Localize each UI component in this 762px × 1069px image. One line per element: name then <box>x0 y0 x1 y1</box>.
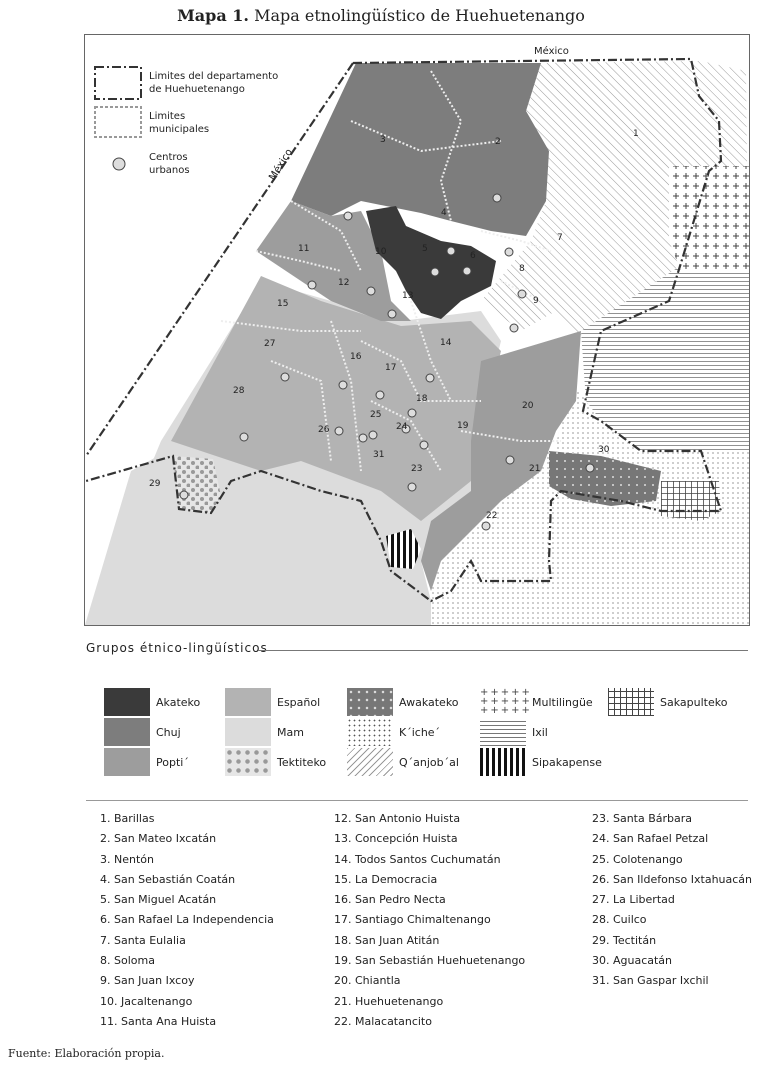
ixil-swatch <box>480 718 526 746</box>
municipality-item: 29. Tectitán <box>592 933 657 947</box>
muni-limit-swatch <box>95 107 141 137</box>
municipality-item: 12. San Antonio Huista <box>334 812 461 825</box>
municipality-number-12: 12 <box>338 278 350 288</box>
source-note: Fuente: Elaboración propia. <box>8 1047 165 1060</box>
dept-limit-swatch <box>95 67 141 99</box>
municipality-item: 11. Santa Ana Huista <box>100 1014 217 1028</box>
municipality-number-29: 29 <box>149 479 161 489</box>
municipality-number-4: 4 <box>441 208 447 218</box>
municipality-number-9: 9 <box>533 296 539 306</box>
municipality-number-13: 13 <box>402 291 414 301</box>
map-frame <box>84 34 750 626</box>
municipality-item: 22. Malacatancito <box>334 1014 432 1028</box>
municipality-number-30: 30 <box>598 445 610 455</box>
muni-limit-label-2: municipales <box>149 124 210 135</box>
akateko-label: Akateko <box>156 696 201 709</box>
municipality-item: 14. Todos Santos Cuchumatán <box>334 852 501 866</box>
municipality-number-6: 6 <box>470 251 476 261</box>
urban-label-2: urbanos <box>149 165 190 176</box>
municipality-number-23: 23 <box>411 464 423 474</box>
urban-label-1: Centros <box>149 152 188 163</box>
sipakapense-swatch <box>480 748 526 776</box>
municipality-item: 8. Soloma <box>100 954 155 968</box>
country-label-top: México <box>534 46 569 57</box>
municipality-number-16: 16 <box>350 352 362 362</box>
awakateko-label: Awakateko <box>399 696 459 709</box>
municipality-item: 9. San Juan Ixcoy <box>100 974 195 988</box>
municipality-number-17: 17 <box>385 363 397 373</box>
municipality-number-25: 25 <box>370 410 382 420</box>
muni-limit-label-1: Limites <box>149 111 186 122</box>
map-title <box>0 6 762 25</box>
tektiteko-swatch <box>225 748 271 776</box>
chuj-label: Chuj <box>156 726 181 739</box>
municipality-item: 21. Huehuetenango <box>334 994 444 1008</box>
municipality-number-28: 28 <box>233 386 245 396</box>
municipality-item: 28. Cuilco <box>592 913 647 927</box>
multilingue-label: Multilingüe <box>532 696 593 709</box>
municipality-item: 13. Concepción Huista <box>334 832 458 846</box>
urban-center-swatch <box>113 158 125 170</box>
municipality-number-10: 10 <box>375 247 387 257</box>
sakapulteko-label: Sakapulteko <box>660 696 728 709</box>
sakapulteko-swatch <box>608 688 654 716</box>
municipality-item: 4. San Sebastián Coatán <box>100 872 236 886</box>
municipality-item: 7. Santa Eulalia <box>100 933 186 947</box>
municipality-item: 26. San Ildefonso Ixtahuacán <box>592 872 753 886</box>
map-title-number: Mapa 1. <box>177 6 249 25</box>
popti-swatch <box>104 748 150 776</box>
popti-label: Popti´ <box>156 756 189 769</box>
municipality-number-27: 27 <box>264 339 276 349</box>
map-legend <box>95 67 278 176</box>
municipality-number-1: 1 <box>633 129 639 139</box>
municipality-number-2: 2 <box>495 137 501 147</box>
municipality-item: 15. La Democracia <box>334 872 438 886</box>
municipality-number-11: 11 <box>298 244 310 254</box>
municipality-number-8: 8 <box>519 264 525 274</box>
municipality-number-7: 7 <box>557 233 563 243</box>
kiche-label: K´iche´ <box>399 726 441 739</box>
municipality-number-15: 15 <box>277 299 289 309</box>
country-label-left: México <box>267 147 296 183</box>
espanol-swatch <box>225 688 271 716</box>
espanol-label: Español <box>277 696 321 709</box>
municipality-number-24: 24 <box>396 422 408 432</box>
municipality-number-21: 21 <box>529 464 541 474</box>
sipakapense-label: Sipakapense <box>532 756 602 769</box>
municipality-item: 16. San Pedro Necta <box>334 893 446 907</box>
groups-legend <box>0 680 762 790</box>
municipality-item: 19. San Sebastián Huehuetenango <box>334 954 526 968</box>
municipality-number-3: 3 <box>380 135 386 145</box>
municipality-item: 27. La Libertad <box>592 893 675 907</box>
municipality-list-col3 <box>592 812 752 995</box>
municipality-item: 20. Chiantla <box>334 974 401 988</box>
municipality-list-col1 <box>100 812 274 1035</box>
tektiteko-label: Tektiteko <box>277 756 327 769</box>
municipality-item: 6. San Rafael La Independencia <box>100 913 274 927</box>
mam-label: Mam <box>277 726 304 739</box>
municipality-item: 23. Santa Bárbara <box>592 812 693 825</box>
qanjobal-label: Q´anjob´al <box>399 756 459 769</box>
municipality-item: 2. San Mateo Ixcatán <box>100 832 217 846</box>
municipality-number-20: 20 <box>522 401 534 411</box>
municipality-number-14: 14 <box>440 338 452 348</box>
municipality-item: 10. Jacaltenango <box>100 994 193 1008</box>
chuj-swatch <box>104 718 150 746</box>
municipality-number-19: 19 <box>457 421 469 431</box>
municipality-item: 18. San Juan Atitán <box>334 933 440 947</box>
municipality-item: 17. Santiago Chimaltenango <box>334 913 491 927</box>
municipality-item: 25. Colotenango <box>592 852 683 866</box>
tektiteko-region <box>173 456 221 513</box>
municipality-number-31: 31 <box>373 450 385 460</box>
dept-limit-label-2: de Huehuetenango <box>149 84 245 95</box>
municipality-item: 1. Barillas <box>100 812 155 825</box>
chuj-region <box>291 63 549 236</box>
municipality-item: 3. Nentón <box>100 852 154 866</box>
municipality-number-22: 22 <box>486 511 498 521</box>
groups-divider <box>258 650 748 651</box>
qanjobal-swatch <box>347 748 393 776</box>
dept-limit-label-1: Limites del departamento <box>149 71 279 82</box>
municipality-item: 30. Aguacatán <box>592 954 673 968</box>
ixil-label: Ixil <box>532 726 548 739</box>
municipality-item: 31. San Gaspar Ixchil <box>592 974 709 988</box>
multilingue-swatch: +++++ +++++ +++++ <box>480 687 532 716</box>
municipality-item: 24. San Rafael Petzal <box>592 832 709 846</box>
ethnolinguistic-map <box>85 35 749 625</box>
multilingue-region <box>669 166 749 271</box>
groups-title: Grupos étnico-lingüísticos <box>86 641 268 655</box>
list-divider <box>86 800 748 801</box>
municipality-list-col2 <box>334 812 525 1035</box>
municipality-item: 5. San Miguel Acatán <box>100 893 217 907</box>
municipality-number-5: 5 <box>422 244 428 254</box>
municipality-number-18: 18 <box>416 394 428 404</box>
kiche-swatch <box>347 718 393 746</box>
akateko-swatch <box>104 688 150 716</box>
map-title-text: Mapa etnolingüístico de Huehuetenango <box>254 6 585 25</box>
mam-swatch <box>225 718 271 746</box>
awakateko-swatch <box>347 688 393 716</box>
municipality-number-26: 26 <box>318 425 330 435</box>
